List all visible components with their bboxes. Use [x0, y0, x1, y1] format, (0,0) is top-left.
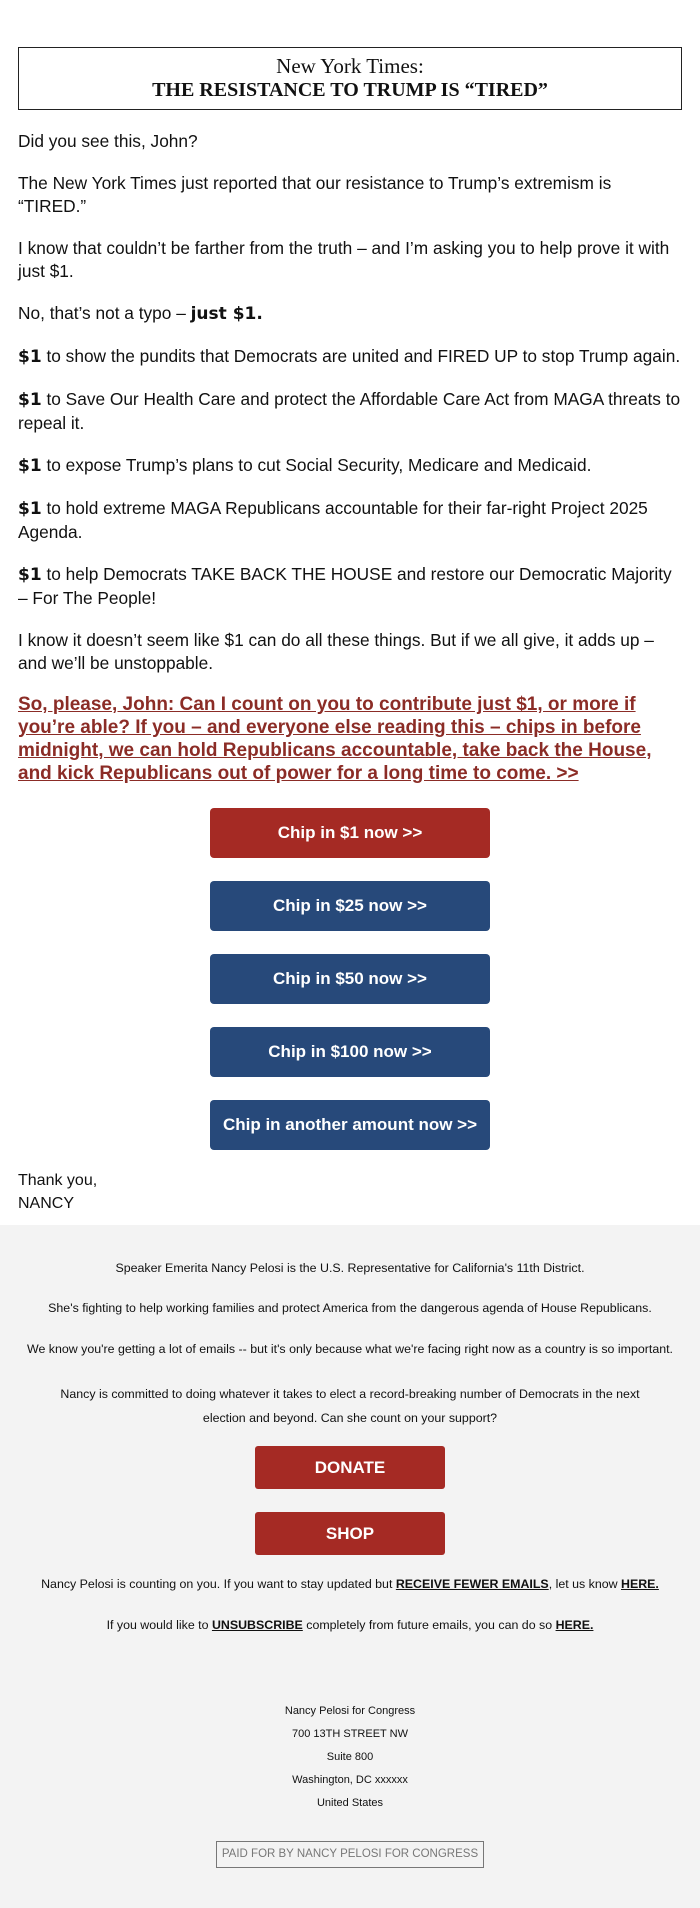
footer-emails-note: We know you're getting a lot of emails -- but it's only because what we're facing right now as a country is so important. [27, 1342, 673, 1356]
signoff [18, 1169, 682, 1215]
paid-for-by-box: PAID FOR BY NANCY PELOSI FOR CONGRESS [216, 1841, 484, 1868]
address-city: Washington, DC xxxxxx [292, 1774, 408, 1786]
dollar-reason-4 [18, 497, 682, 544]
greeting-paragraph: Did you see this, John? [18, 131, 198, 151]
chip-in-100-button[interactable]: Chip in $100 now >> [210, 1027, 490, 1077]
chip-in-other-button[interactable]: Chip in another amount now >> [210, 1100, 490, 1150]
dollar-label: $1 [18, 390, 42, 410]
fewer-emails-text: Nancy Pelosi is counting on you. If you want to stay updated but [41, 1577, 396, 1591]
signoff-name: NANCY [18, 1195, 75, 1212]
footer [0, 1225, 700, 1908]
dollar-reason-5 [18, 563, 682, 610]
dollar-reason-3 [18, 454, 682, 478]
headline-box [18, 47, 682, 110]
mailing-address [0, 1700, 700, 1815]
chip-in-50-button[interactable]: Chip in $50 now >> [210, 954, 490, 1004]
donate-button[interactable]: DONATE [255, 1446, 445, 1489]
footer-bio: Speaker Emerita Nancy Pelosi is the U.S. Representative for California's 11th District. [115, 1261, 585, 1275]
dollar-reason-1 [18, 345, 682, 369]
typo-bold-text: just $1. [190, 304, 263, 324]
fewer-emails-here-link[interactable]: HERE. [621, 1577, 659, 1591]
dollar-reason-2 [18, 388, 682, 435]
dollar-reason-text: to Save Our Health Care and protect the Affordable Care Act from MAGA threats to repeal it. [18, 389, 681, 433]
unsubscribe-here-link[interactable]: HERE. [555, 1618, 594, 1632]
fewer-emails-mid: , let us know [548, 1577, 621, 1591]
shop-button[interactable]: SHOP [255, 1512, 445, 1555]
dollar-reason-text: to expose Trump’s plans to cut Social Security, Medicare and Medicaid. [41, 455, 592, 475]
receive-fewer-emails-link[interactable]: RECEIVE FEWER EMAILS [395, 1577, 549, 1591]
dollar-label: $1 [18, 499, 42, 519]
chip-in-1-button[interactable]: Chip in $1 now >> [210, 808, 490, 858]
dollar-label: $1 [18, 347, 42, 367]
address-street: 700 13TH STREET NW [292, 1728, 408, 1740]
unsubscribe-text: If you would like to [106, 1618, 212, 1632]
typo-paragraph [18, 302, 682, 326]
report-paragraph: The New York Times just reported that our resistance to Trump’s extremism is “TIRED.” [18, 173, 612, 216]
headline-source: New York Times: [276, 54, 424, 78]
ask-paragraph: I know that couldn’t be farther from the truth – and I’m asking you to help prove it with just $1. [18, 238, 670, 281]
dollar-reason-text: to help Democrats TAKE BACK THE HOUSE and restore our Democratic Majority – For The People! [18, 564, 672, 608]
unsubscribe-link[interactable]: UNSUBSCRIBE [211, 1618, 303, 1632]
unstoppable-paragraph: I know it doesn’t seem like $1 can do all these things. But if we all give, it adds up – and we’ll be unstoppable. [18, 630, 654, 673]
signoff-thanks: Thank you, [18, 1172, 98, 1189]
dollar-label: $1 [18, 456, 42, 476]
chip-in-25-button[interactable]: Chip in $25 now >> [210, 881, 490, 931]
footer-support-ask: Nancy is committed to doing whatever it takes to elect a record-breaking number of Democrats in the next election and beyond. Can she count on your support? [60, 1387, 640, 1425]
typo-text: No, that’s not a typo – [18, 303, 191, 323]
contribute-cta-link[interactable]: So, please, John: Can I count on you to contribute just $1, or more if you’re able? If you – and everyone else reading this – chips in before midnight, we can hold Republicans accountable, take back the House, and kick Republicans out of power for a long time to come. >> [18, 694, 652, 784]
address-org: Nancy Pelosi for Congress [284, 1705, 416, 1717]
donation-buttons [18, 808, 682, 1150]
dollar-reason-text: to show the pundits that Democrats are united and FIRED UP to stop Trump again. [41, 346, 681, 366]
fewer-emails-line [0, 1577, 700, 1591]
unsubscribe-mid: completely from future emails, you can do so [302, 1618, 556, 1632]
dollar-label: $1 [18, 565, 42, 585]
address-suite: Suite 800 [326, 1751, 374, 1763]
headline-title: THE RESISTANCE TO TRUMP IS “TIRED” [152, 79, 548, 101]
footer-mission: She's fighting to help working families and protect America from the dangerous agenda of House Republicans. [48, 1301, 652, 1315]
dollar-reason-text: to hold extreme MAGA Republicans accountable for their far-right Project 2025 Agenda. [18, 498, 648, 542]
unsubscribe-line [0, 1618, 700, 1632]
address-country: United States [316, 1797, 384, 1809]
